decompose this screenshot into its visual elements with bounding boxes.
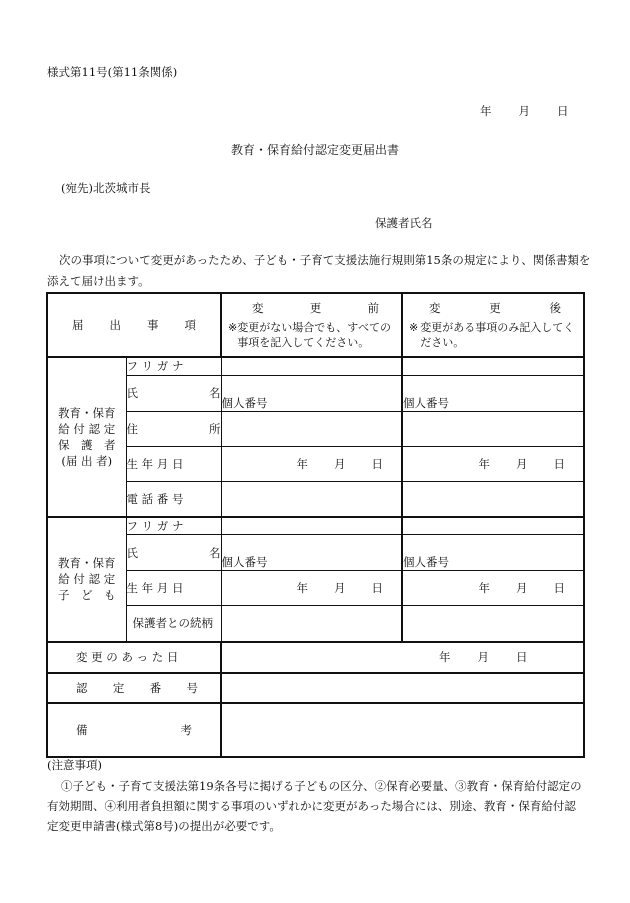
applicant-birthdate-after[interactable]: 年 月 日 <box>402 446 584 481</box>
applicant-group-label: 教育・保育 給 付 認 定 保 護 者 (届 出 者) <box>47 357 126 517</box>
child-name-label: 氏 名 <box>126 535 221 571</box>
child-furigana-label: フ リ ガ ナ <box>126 517 221 535</box>
change-date-value[interactable]: 年 月 日 <box>221 642 584 673</box>
applicant-furigana-label: フ リ ガ ナ <box>126 357 221 375</box>
before-note: ※ 変更がない場合でも、すべての事項を記入してください。 <box>228 321 391 349</box>
applicant-name-label: 氏 名 <box>126 375 221 411</box>
applicant-address-after[interactable] <box>402 411 584 446</box>
child-name-after[interactable] <box>402 535 584 571</box>
personal-number-label: 個人番号 <box>221 555 268 569</box>
header-before-cell: 変 更 前 ※ 変更がない場合でも、すべての事項を記入してください。 <box>221 293 402 357</box>
child-furigana-after[interactable] <box>402 517 584 535</box>
change-date-label: 変 更 の あ っ た 日 <box>47 642 221 673</box>
child-name-before[interactable] <box>221 535 402 571</box>
cert-number-label: 認 定 番 号 <box>47 673 221 703</box>
applicant-name-after[interactable] <box>402 375 584 411</box>
child-relation-label: 保護者との続柄 <box>126 606 221 642</box>
applicant-address-before[interactable] <box>221 411 402 446</box>
header-after-cell: 変 更 後 ※ 変更がある事項のみ記入してください。 <box>402 293 584 357</box>
notes-title: (注意事項) <box>47 758 102 772</box>
personal-number-label: 個人番号 <box>221 395 268 410</box>
applicant-phone-before[interactable] <box>221 481 402 517</box>
year-label: 年 <box>480 104 492 118</box>
intro-paragraph: 次の事項について変更があったため、子ども・子育て支援法施行規則第15条の規定により、関係書類を添えて届け出ます。 <box>47 253 591 288</box>
day-label: 日 <box>557 104 569 118</box>
child-birthdate-after[interactable]: 年 月 日 <box>402 571 584 606</box>
after-note: ※ 変更がある事項のみ記入してください。 <box>409 321 575 349</box>
document-title: 教育・保育給付認定変更届出書 <box>230 143 399 157</box>
applicant-phone-label: 電 話 番 号 <box>126 481 221 517</box>
personal-number-label: 個人番号 <box>403 395 449 410</box>
header-item-cell: 届 出 事 項 <box>47 293 221 357</box>
applicant-furigana-after[interactable] <box>402 357 584 375</box>
child-relation-before[interactable] <box>221 606 402 642</box>
cert-number-value[interactable] <box>221 673 584 703</box>
guardian-name-label: 保護者氏名 <box>375 216 433 230</box>
submission-date <box>480 103 569 119</box>
applicant-name-before[interactable] <box>221 375 402 411</box>
remarks-value[interactable] <box>221 703 584 757</box>
applicant-address-label: 住 所 <box>126 411 221 446</box>
child-birthdate-before[interactable]: 年 月 日 <box>221 571 402 606</box>
notes-body: ①子ども・子育て支援法第19条各号に掲げる子どもの区分、②保育必要量、③教育・保育給付認定の有効期間、④利用者負担額に関する事項のいずれかに変更があった場合には、別途、教育・保育給付認定変更申請書(様式第8号)の提出が必要です。 <box>47 779 582 833</box>
remarks-label: 備 考 <box>47 703 221 757</box>
applicant-phone-after[interactable] <box>402 481 584 517</box>
child-group-label: 教育・保育 給 付 認 定 子 ど も <box>47 517 126 642</box>
child-relation-after[interactable] <box>402 606 584 642</box>
child-birthdate-label: 生 年 月 日 <box>126 571 221 606</box>
notification-form-table <box>46 292 585 758</box>
addressee: (宛先)北茨城市長 <box>61 181 151 195</box>
applicant-birthdate-before[interactable]: 年 月 日 <box>221 446 402 481</box>
applicant-furigana-before[interactable] <box>221 357 402 375</box>
form-number: 様式第11号(第11条関係) <box>47 65 178 79</box>
child-furigana-before[interactable] <box>221 517 402 535</box>
personal-number-label: 個人番号 <box>403 555 449 569</box>
month-label: 月 <box>518 104 530 118</box>
applicant-birthdate-label: 生 年 月 日 <box>126 446 221 481</box>
